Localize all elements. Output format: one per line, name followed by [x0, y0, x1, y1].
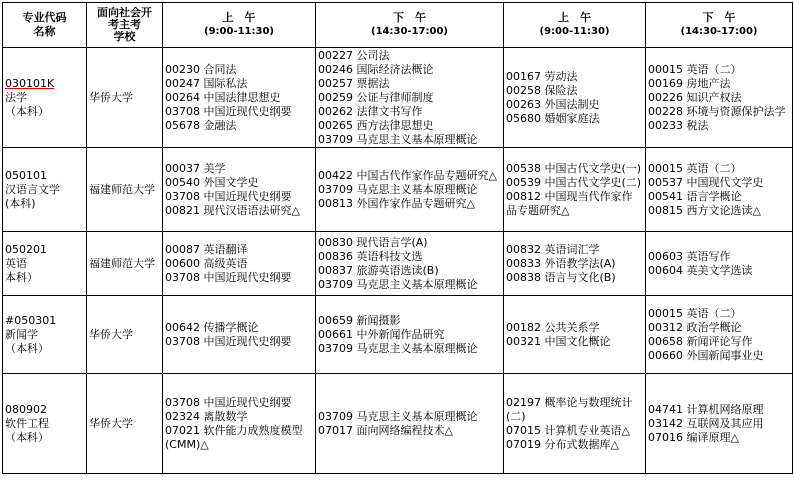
- header-session-1: [163, 3, 316, 48]
- course: 03708 中国近现代史纲要: [165, 334, 292, 348]
- table-row: [3, 232, 793, 296]
- session-4-cell: [646, 148, 793, 232]
- session-4-cell: [646, 232, 793, 296]
- exam-schedule-table: [2, 2, 793, 474]
- session-2-cell: [316, 374, 504, 474]
- session-time: (14:30-17:00): [680, 26, 758, 37]
- header-session-4: [646, 3, 793, 48]
- course: 07015 计算机专业英语△: [506, 423, 630, 437]
- session-4-cell: [646, 374, 793, 474]
- course: 00037 美学: [165, 161, 226, 175]
- table-row: [3, 374, 793, 474]
- session-4-cell: [646, 48, 793, 148]
- session-label: 下 午: [702, 11, 736, 24]
- course: 00600 高级英语: [165, 256, 248, 270]
- course: 00265 西方法律思想史: [318, 118, 434, 132]
- session-2-cell: [316, 48, 504, 148]
- session-1-cell: [163, 296, 316, 374]
- session-3-cell: [504, 148, 646, 232]
- header-school-line1: 面向社会开: [97, 7, 152, 19]
- course: 00264 中国法律思想史: [165, 90, 281, 104]
- major-code: 050201: [5, 242, 47, 256]
- course: 00838 语言与文化(B): [506, 270, 616, 284]
- school-name: 华侨大学: [89, 416, 133, 430]
- course: 03708 中国近现代史纲要: [165, 395, 292, 409]
- course: 00263 外国法制史: [506, 97, 600, 111]
- course: 00836 英语科技文选: [318, 249, 423, 263]
- session-label: 下 午: [393, 11, 426, 24]
- school-name: 华侨大学: [89, 327, 133, 341]
- course: 00603 英语写作: [648, 249, 731, 263]
- session-1-cell: [163, 148, 316, 232]
- header-code-name: [3, 3, 87, 48]
- session-time: (9:00-11:30): [539, 26, 610, 37]
- major-name: 法学: [5, 90, 27, 104]
- course: 00660 外国新闻事业史: [648, 348, 764, 362]
- course: 00258 保险法: [506, 83, 578, 97]
- major-level: 本科）: [5, 270, 38, 284]
- course: 00312 政治学概论: [648, 320, 742, 334]
- major-level: （本科）: [5, 341, 49, 355]
- major-level: （本科）: [5, 430, 49, 444]
- course: 00262 法律文书写作: [318, 104, 423, 118]
- course: 00821 现代汉语语法研究△: [165, 203, 300, 217]
- course: 07021 软件能力成熟度模型(CMM)△: [165, 423, 303, 451]
- school-cell: [87, 148, 163, 232]
- major-cell: [3, 374, 87, 474]
- major-code: 080902: [5, 402, 47, 416]
- session-2-cell: [316, 148, 504, 232]
- major-cell: [3, 48, 87, 148]
- session-1-cell: [163, 374, 316, 474]
- major-name: 英语: [5, 256, 27, 270]
- school-cell: [87, 232, 163, 296]
- major-code: 030101K: [5, 76, 55, 90]
- session-label: 上 午: [558, 11, 591, 24]
- course: 02197 概率论与数理统计(二): [506, 395, 633, 423]
- school-cell: [87, 374, 163, 474]
- header-school-line2: 考主考: [108, 19, 141, 31]
- course: 04741 计算机网络原理: [648, 402, 764, 416]
- school-name: 福建师范大学: [89, 256, 155, 270]
- course: 00833 外语教学法(A): [506, 256, 616, 270]
- course: 03708 中国近现代史纲要: [165, 189, 292, 203]
- course: 00538 中国古代文学史(一): [506, 161, 642, 175]
- course: 05678 金融法: [165, 118, 237, 132]
- major-level: （本科）: [5, 104, 49, 118]
- session-1-cell: [163, 48, 316, 148]
- session-4-cell: [646, 296, 793, 374]
- course: 03708 中国近现代史纲要: [165, 104, 292, 118]
- session-2-cell: [316, 232, 504, 296]
- course: 00832 英语词汇学: [506, 242, 600, 256]
- session-3-cell: [504, 232, 646, 296]
- course: 00182 公共关系学: [506, 320, 600, 334]
- course: 00228 环境与资源保护法学: [648, 104, 786, 118]
- course: 07016 编译原理△: [648, 430, 739, 444]
- school-cell: [87, 296, 163, 374]
- course: 03709 马克思主义基本原理概论: [318, 409, 478, 423]
- course: 03709 马克思主义基本原理概论: [318, 341, 478, 355]
- major-name: 汉语言文学: [5, 182, 60, 196]
- header-school: [87, 3, 163, 48]
- course: 02324 离散数学: [165, 409, 248, 423]
- course: 03709 马克思主义基本原理概论: [318, 182, 478, 196]
- major-code: #050301: [5, 313, 57, 327]
- session-time: (9:00-11:30): [204, 26, 274, 37]
- session-label: 上 午: [222, 11, 256, 24]
- session-3-cell: [504, 48, 646, 148]
- header-code-label: 专业代码: [22, 11, 67, 24]
- header-session-2: [316, 3, 504, 48]
- course: 03142 互联网及其应用: [648, 416, 764, 430]
- session-1-cell: [163, 232, 316, 296]
- major-name: 软件工程: [5, 416, 49, 430]
- course: 00815 西方文论选读△: [648, 203, 761, 217]
- session-3-cell: [504, 374, 646, 474]
- course: 00167 劳动法: [506, 69, 578, 83]
- course: 05680 婚姻家庭法: [506, 111, 600, 125]
- course: 00233 税法: [648, 118, 709, 132]
- course: 00087 英语翻译: [165, 242, 248, 256]
- course: 00015 英语（二）: [648, 62, 742, 76]
- course: 07019 分布式数据库△: [506, 437, 619, 451]
- course: 00540 外国文学史: [165, 175, 259, 189]
- course: 00537 中国现代文学史: [648, 175, 764, 189]
- header-session-3: [504, 3, 646, 48]
- course: 00321 中国文化概论: [506, 334, 611, 348]
- course: 00830 现代语言学(A): [318, 235, 428, 249]
- table-row: [3, 148, 793, 232]
- session-time: (14:30-17:00): [371, 26, 448, 37]
- major-cell: [3, 296, 87, 374]
- header-row: [3, 3, 793, 48]
- header-name-label: 名称: [33, 25, 56, 38]
- course: 00642 传播学概论: [165, 320, 259, 334]
- session-2-cell: [316, 296, 504, 374]
- course: 07017 面向网络编程技术△: [318, 423, 453, 437]
- course: 00604 英美文学选读: [648, 263, 753, 277]
- major-level: (本科): [5, 196, 36, 210]
- course: 00230 合同法: [165, 62, 237, 76]
- course: 00226 知识产权法: [648, 90, 742, 104]
- course: 03709 马克思主义基本原理概论: [318, 277, 478, 291]
- course: 00422 中国古代作家作品专题研究△: [318, 168, 497, 182]
- course: 00541 语言学概论: [648, 189, 742, 203]
- course: 00813 外国作家作品专题研究△: [318, 196, 475, 210]
- course: 00661 中外新闻作品研究: [318, 327, 445, 341]
- course: 00257 票据法: [318, 76, 390, 90]
- major-name: 新闻学: [5, 327, 38, 341]
- table-row: [3, 296, 793, 374]
- course: 03708 中国近现代史纲要: [165, 270, 292, 284]
- major-cell: [3, 232, 87, 296]
- course: 00227 公司法: [318, 48, 390, 62]
- major-code: 050101: [5, 168, 47, 182]
- course: 00169 房地产法: [648, 76, 731, 90]
- course: 00015 英语（二）: [648, 161, 742, 175]
- school-cell: [87, 48, 163, 148]
- session-3-cell: [504, 296, 646, 374]
- header-school-line3: 学校: [113, 31, 136, 43]
- course: 00247 国际私法: [165, 76, 248, 90]
- table-row: [3, 48, 793, 148]
- course: 03709 马克思主义基本原理概论: [318, 132, 478, 146]
- course: 00539 中国古代文学史(二): [506, 175, 642, 189]
- major-cell: [3, 148, 87, 232]
- course: 00246 国际经济法概论: [318, 62, 434, 76]
- course: 00812 中国现当代作家作品专题研究△: [506, 189, 633, 217]
- course: 00015 英语（二）: [648, 306, 742, 320]
- school-name: 福建师范大学: [89, 182, 155, 196]
- school-name: 华侨大学: [89, 90, 133, 104]
- course: 00659 新闻摄影: [318, 313, 401, 327]
- course: 00658 新闻评论写作: [648, 334, 753, 348]
- course: 00259 公证与律师制度: [318, 90, 434, 104]
- course: 00837 旅游英语选读(B): [318, 263, 439, 277]
